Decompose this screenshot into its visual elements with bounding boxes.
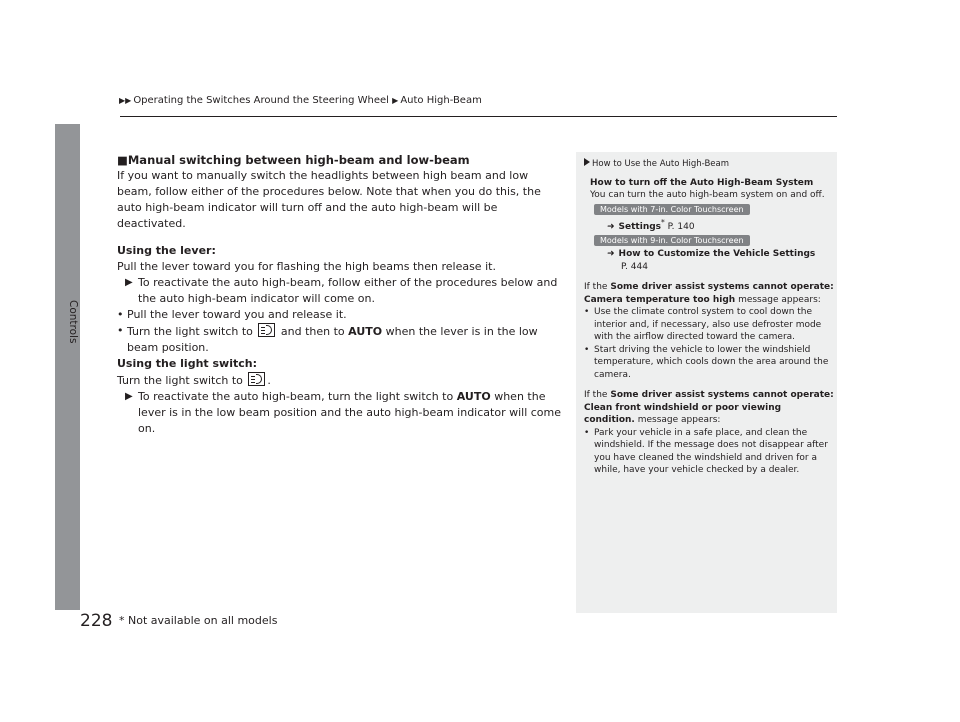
camera-temp-bullet-2: • Start driving the vehicle to lower the windshield temperature, which cools down the area around the camera. xyxy=(584,344,834,382)
lever-reactivate-note: ▶ To reactivate the auto high-beam, follow either of the procedures below and the auto high-beam indicator will come on. xyxy=(125,276,558,305)
lever-heading: Using the lever: xyxy=(117,244,216,257)
camera-temp-message: If the Some driver assist systems cannot operate: Camera temperature too high message appears: xyxy=(584,282,834,305)
arrow-icon: ▶ xyxy=(125,391,133,402)
high-beam-icon xyxy=(248,372,265,386)
model-pill-7in: Models with 7-in. Color Touchscreen xyxy=(594,204,750,215)
breadcrumb xyxy=(119,95,482,106)
section-title: ■Manual switching between high-beam and low-beam xyxy=(117,153,470,167)
sidebar-label: Controls xyxy=(67,300,79,344)
box-line1: You can turn the auto high-beam system on and off. xyxy=(590,190,825,200)
reference-arrow-icon: ➜ xyxy=(607,221,615,232)
breadcrumb-arrow-icon: ▶ xyxy=(392,96,399,105)
lever-bullet-1: • Pull the lever toward you and release it. xyxy=(117,307,562,323)
page-number: 228 xyxy=(80,611,113,631)
model-pill-9in: Models with 9-in. Color Touchscreen xyxy=(594,235,750,246)
sidebar-tab xyxy=(55,124,80,610)
arrow-icon: ▶ xyxy=(125,277,133,288)
light-reactivate-note: ▶ To reactivate the auto high-beam, turn the light switch to AUTO when the lever is in the low beam position and the auto high-beam indicator will come on. xyxy=(125,390,562,435)
camera-temp-bullet-1: • Use the climate control system to cool down the interior and, if necessary, also use defroster mode with the airflow directed toward the camera. xyxy=(584,306,834,344)
header-rule xyxy=(120,116,837,117)
reference-arrow-icon: ➜ xyxy=(607,249,615,259)
windshield-bullet-1: • Park your vehicle in a safe place, and clean the windshield. If the message does not disappear after you have cleaned the windshield and driven for a while, have your vehicle checked by a dealer. xyxy=(584,427,834,477)
light-heading: Using the light switch: xyxy=(117,357,257,370)
box-title: How to turn off the Auto High-Beam System xyxy=(590,177,814,188)
customize-page: P. 444 xyxy=(621,261,648,272)
box-header: How to Use the Auto High-Beam xyxy=(584,158,834,171)
customize-link[interactable]: ➜ How to Customize the Vehicle Settings xyxy=(607,249,816,259)
lever-text: Pull the lever toward you for flashing the high beams then release it. xyxy=(117,260,496,273)
triangle-icon xyxy=(584,158,590,166)
footnote: * Not available on all models xyxy=(119,614,278,627)
light-text: Turn the light switch to . xyxy=(117,374,271,387)
sidebar-info-box xyxy=(576,152,837,613)
windshield-message: If the Some driver assist systems cannot operate: Clean front windshield or poor viewing condition. message appears: xyxy=(584,390,834,425)
breadcrumb-part2[interactable]: Auto High-Beam xyxy=(400,95,482,106)
intro-paragraph: If you want to manually switch the headlights between high beam and low beam, follow either of the procedures below. Note that when you do this, the auto high-beam indicator will turn off and the auto high-beam will be deactivated. xyxy=(117,169,541,230)
breadcrumb-arrow-icon: ▶▶ xyxy=(119,96,132,105)
settings-link[interactable]: ➜ Settings* P. 140 xyxy=(607,217,695,232)
breadcrumb-part1[interactable]: Operating the Switches Around the Steering Wheel xyxy=(133,95,389,106)
main-content xyxy=(117,152,562,437)
high-beam-icon xyxy=(258,323,275,337)
lever-bullet-2: • Turn the light switch to and then to AUTO when the lever is in the low beam position. xyxy=(117,323,562,356)
